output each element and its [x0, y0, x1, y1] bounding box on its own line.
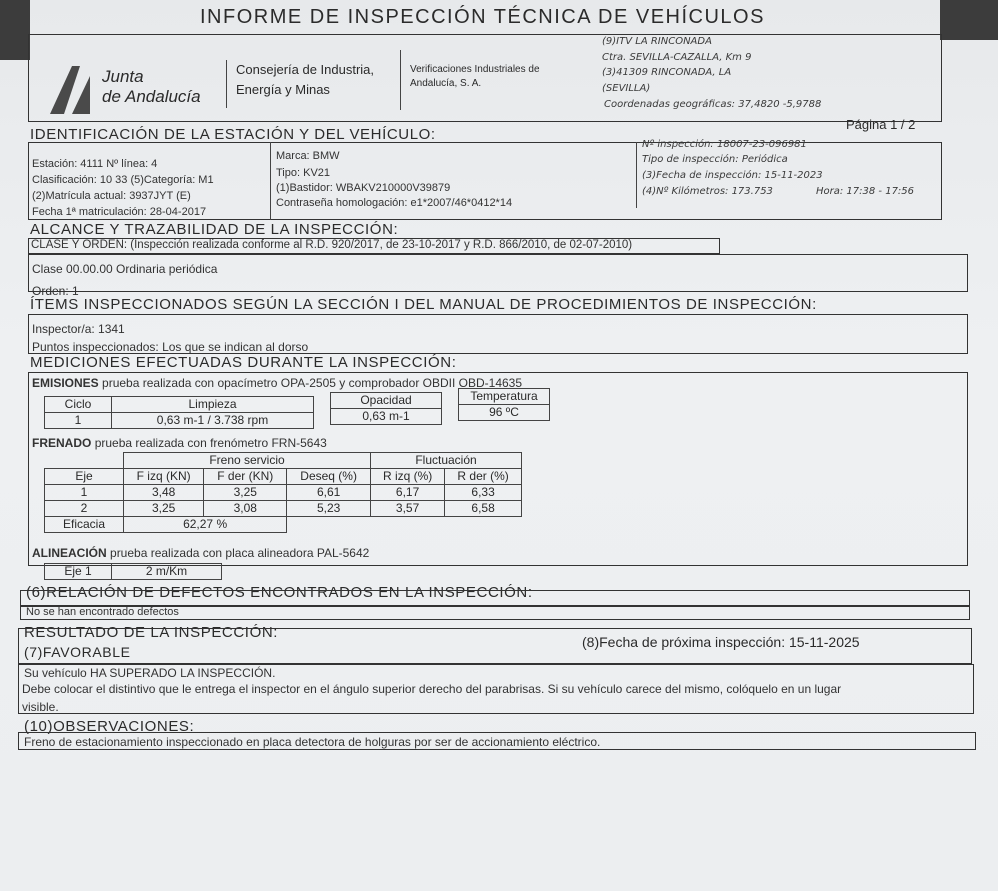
- marca-info: Marca: BMW: [276, 150, 340, 162]
- table-cell: 1: [45, 413, 112, 429]
- eficacia-value: 62,27 %: [124, 517, 287, 533]
- table-row: [45, 501, 522, 517]
- defectos-heading-box: [20, 590, 970, 606]
- matricula-info: (2)Matrícula actual: 3937JYT (E): [32, 190, 191, 202]
- emisiones-text: prueba realizada con opacímetro OPA-2505 y comprobador OBDII OBD-14635: [102, 376, 523, 390]
- superado-text: Su vehículo HA SUPERADO LA INSPECCIÓN.: [24, 666, 276, 680]
- table-cell: 3,25: [204, 485, 287, 501]
- fecha-inspeccion: (3)Fecha de inspección: 15-11-2023: [642, 170, 823, 181]
- distintivo-text-1: Debe colocar el distintivo que le entrega el inspector en el ángulo superior derecho del parabrisas. Si su vehículo carece del mismo, colóquelo en un lugar: [22, 682, 842, 696]
- station-address2: (3)41309 RINCONADA, LA: [602, 67, 732, 78]
- table-cell: 3,25: [124, 501, 204, 517]
- consejeria-line1: Consejería de Industria,: [236, 62, 375, 77]
- alineacion-label: ALINEACIÓN: [32, 546, 107, 560]
- table-header: Opacidad: [331, 393, 442, 409]
- tipo-info: Tipo: KV21: [276, 167, 331, 179]
- clase-text: Clase 00.00.00 Ordinaria periódica: [32, 262, 218, 276]
- consejeria-line2: Energía y Minas: [236, 82, 330, 97]
- clasificacion-info: Clasificación: 10 33 (5)Categoría: M1: [32, 174, 214, 186]
- estacion-info: Estación: 4111 Nº línea: 4: [32, 158, 158, 170]
- orden-text: Orden: 1: [32, 284, 79, 298]
- table-header: Eje: [45, 469, 124, 485]
- table-cell: 6,33: [445, 485, 522, 501]
- frenado-line: [32, 436, 327, 450]
- inspector-text: Inspector/a: 1341: [32, 322, 125, 336]
- divider: [400, 50, 401, 110]
- junta-logo-icon: [50, 66, 94, 114]
- temperatura-table: [458, 388, 550, 421]
- divider: [636, 142, 637, 208]
- background-corner: [0, 0, 30, 60]
- table-cell: 6,58: [445, 501, 522, 517]
- defectos-heading: (6)RELACIÓN DE DEFECTOS ENCONTRADOS EN LA INSPECCIÓN:: [26, 584, 533, 601]
- table-header: Fluctuación: [371, 453, 522, 469]
- items-heading: ÍTEMS INSPECCIONADOS SEGÚN LA SECCIÓN I DEL MANUAL DE PROCEDIMIENTOS DE INSPECCIÓN:: [30, 296, 817, 313]
- table-cell: 0,63 m-1 / 3.738 rpm: [112, 413, 314, 429]
- page-number: Página 1 / 2: [846, 117, 916, 132]
- identificacion-heading: IDENTIFICACIÓN DE LA ESTACIÓN Y DEL VEHÍCULO:: [30, 126, 436, 143]
- table-cell: 5,23: [287, 501, 371, 517]
- defectos-text: No se han encontrado defectos: [26, 606, 179, 618]
- table-cell: 96 ºC: [459, 405, 550, 421]
- table-cell: 0,63 m-1: [331, 409, 442, 425]
- opacidad-table: [330, 392, 442, 425]
- observaciones-text: Freno de estacionamiento inspeccionado en placa detectora de holguras por ser de accionamiento eléctrico.: [24, 735, 601, 749]
- table-cell: 2: [45, 501, 124, 517]
- resultado-heading: RESULTADO DE LA INSPECCIÓN:: [24, 624, 279, 641]
- clase-orden-text: CLASE Y ORDEN: (Inspección realizada conforme al R.D. 920/2017, de 23-10-2017 y R.D. 866/2010, de 02-07-2010): [31, 239, 633, 251]
- table-cell: 3,57: [371, 501, 445, 517]
- table-header: Freno servicio: [124, 453, 371, 469]
- logo-text-junta: Junta: [102, 67, 144, 86]
- table-cell: 6,61: [287, 485, 371, 501]
- frenado-text: prueba realizada con frenómetro FRN-5643: [94, 436, 327, 450]
- contrasena-homologacion: Contraseña homologación: e1*2007/46*0412*14: [276, 197, 513, 209]
- station-address1: Ctra. SEVILLA-CAZALLA, Km 9: [602, 52, 752, 63]
- table-row: [45, 485, 522, 501]
- verificaciones-line1: Verificaciones Industriales de: [410, 64, 540, 75]
- frenado-table: [44, 452, 522, 533]
- divider: [270, 142, 271, 220]
- resultado-favorable: (7)FAVORABLE: [24, 644, 131, 660]
- table-cell: 3,08: [204, 501, 287, 517]
- alcance-heading: ALCANCE Y TRAZABILIDAD DE LA INSPECCIÓN:: [30, 221, 399, 238]
- bastidor-info: (1)Bastidor: WBAKV210000V39879: [276, 182, 451, 194]
- frenado-label: FRENADO: [32, 436, 92, 450]
- table-header: Ciclo: [45, 397, 112, 413]
- station-coordinates: Coordenadas geográficas: 37,4820 -5,9788: [604, 99, 822, 110]
- table-header: Deseq (%): [287, 469, 371, 485]
- table-header: R izq (%): [371, 469, 445, 485]
- mediciones-heading: MEDICIONES EFECTUADAS DURANTE LA INSPECCIÓN:: [30, 354, 457, 371]
- background-corner: [940, 0, 998, 40]
- table-header: Limpieza: [112, 397, 314, 413]
- puntos-text: Puntos inspeccionados: Los que se indican al dorso: [32, 340, 309, 354]
- fecha-matriculacion: Fecha 1ª matriculación: 28-04-2017: [32, 206, 207, 218]
- tipo-inspeccion: Tipo de inspección: Periódica: [642, 154, 788, 165]
- emisiones-table: [44, 396, 314, 429]
- alineacion-table: [44, 563, 222, 580]
- distintivo-text-2: visible.: [22, 700, 59, 714]
- station-name: (9)ITV LA RINCONADA: [602, 36, 712, 47]
- table-header: Temperatura: [459, 389, 550, 405]
- numero-inspeccion: Nº inspección: 18007-23-096981: [642, 139, 807, 150]
- kilometros: (4)Nº Kilómetros: 173.753: [642, 186, 773, 197]
- alineacion-line: [32, 546, 369, 560]
- emisiones-line: [32, 376, 522, 390]
- eficacia-label: Eficacia: [45, 517, 124, 533]
- alineacion-text: prueba realizada con placa alineadora PAL-5642: [110, 546, 370, 560]
- logo-text-andalucia: de Andalucía: [102, 87, 201, 106]
- table-cell: Eje 1: [45, 564, 112, 580]
- document-title: INFORME DE INSPECCIÓN TÉCNICA DE VEHÍCULOS: [200, 6, 765, 28]
- verificaciones-line2: Andalucía, S. A.: [410, 78, 482, 89]
- proxima-inspeccion: (8)Fecha de próxima inspección: 15-11-2025: [582, 634, 860, 650]
- divider: [226, 60, 227, 108]
- observaciones-heading: (10)OBSERVACIONES:: [24, 718, 195, 735]
- hora-inspeccion: Hora: 17:38 - 17:56: [816, 186, 915, 197]
- table-header: F izq (KN): [124, 469, 204, 485]
- table-cell: 6,17: [371, 485, 445, 501]
- table-cell: 3,48: [124, 485, 204, 501]
- station-address3: (SEVILLA): [602, 83, 651, 94]
- table-cell: 2 m/Km: [112, 564, 222, 580]
- table-header: R der (%): [445, 469, 522, 485]
- table-header: F der (KN): [204, 469, 287, 485]
- table-cell: 1: [45, 485, 124, 501]
- emisiones-label: EMISIONES: [32, 376, 99, 390]
